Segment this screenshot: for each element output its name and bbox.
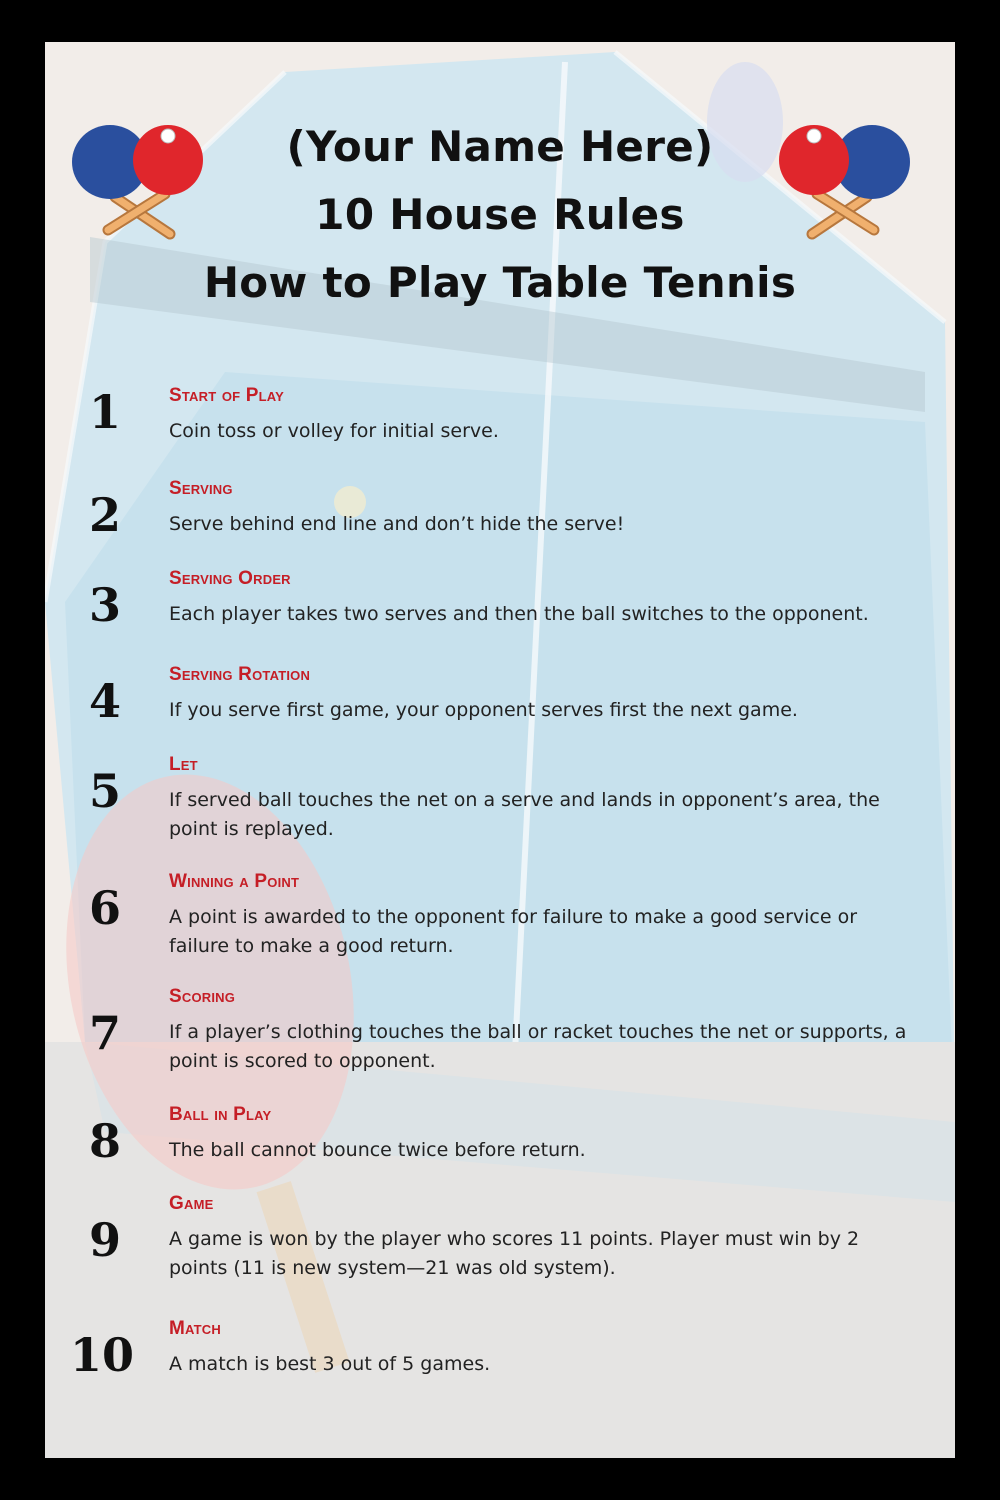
rule-number: 3 [88,578,121,632]
poster-title-subject: How to Play Table Tennis [203,258,797,307]
rule-text: Coin toss or volley for initial serve. [169,420,499,442]
rule-number: 4 [88,674,121,728]
rule-number: 8 [88,1114,121,1168]
rule-heading: Start of Play [169,385,285,406]
rule-text: If a player’s clothing touches the ball or racket touches the net or supports, a point is scored to opponent. [169,1021,907,1072]
rule-text: A point is awarded to the opponent for failure to make a good service or failure to make a good return. [169,906,858,957]
rule-heading: Serving Order [169,568,291,589]
rule-number: 10 [69,1328,134,1382]
rule-number: 6 [88,881,121,935]
rule-text: If you serve first game, your opponent serves first the next game. [169,699,798,721]
rule-text: The ball cannot bounce twice before return. [169,1139,586,1161]
rule-text: Serve behind end line and don’t hide the serve! [169,513,625,535]
rule-number: 5 [88,764,121,818]
rule-heading: Winning a Point [169,871,300,892]
poster-title-rules: 10 House Rules [315,190,685,239]
rule-heading: Ball in Play [169,1104,272,1125]
rule-text: A game is won by the player who scores 11 points. Player must win by 2 points (11 is new system—21 was old system). [169,1228,860,1279]
rule-text: If served ball touches the net on a serve and lands in opponent’s area, the point is replayed. [169,789,880,840]
rule-number: 7 [88,1006,121,1060]
rule-heading: Game [169,1193,214,1214]
rule-text: Each player takes two serves and then the ball switches to the opponent. [169,603,869,625]
rule-heading: Match [169,1318,221,1339]
rule-number: 2 [88,488,121,542]
rule-heading: Scoring [169,986,236,1007]
rule-text: A match is best 3 out of 5 games. [169,1353,491,1375]
rules-poster [45,42,955,1458]
poster-title-name: (Your Name Here) [286,122,714,171]
rule-heading: Serving [169,478,233,499]
rule-number: 9 [88,1213,121,1267]
rule-heading: Let [169,754,198,775]
rule-heading: Serving Rotation [169,664,311,685]
rule-number: 1 [88,385,121,439]
